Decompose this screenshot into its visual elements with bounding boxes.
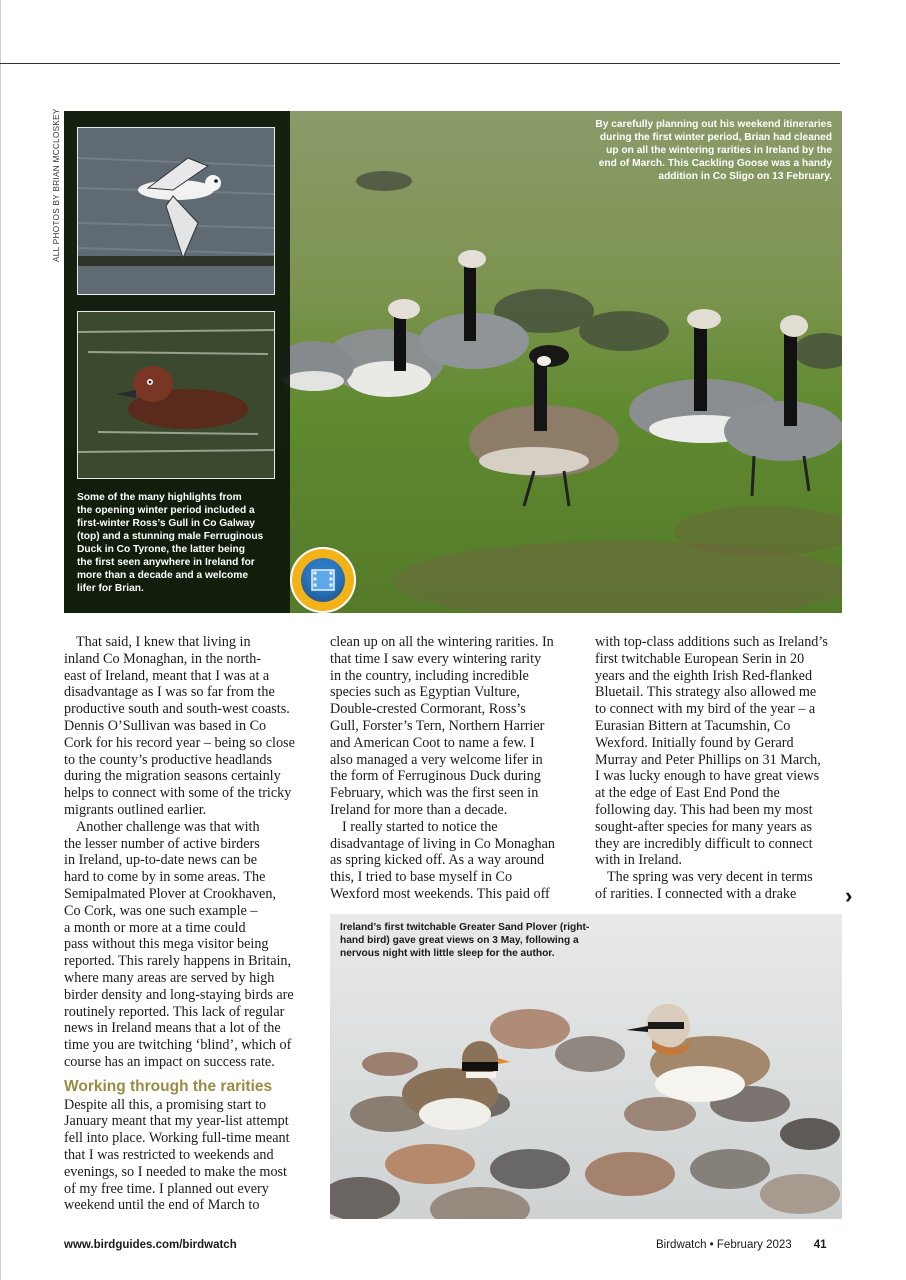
hero-caption: By carefully planning out his weekend itineraries during the first winter period, Brian had cleaned up on all the wintering rarities in Ireland by the end of March. This Cackling Goose was a handy addition in Co Sligo on 13 February. [595,119,832,182]
continue-arrow-icon: › [845,883,853,908]
paragraph: I really started to notice the disadvantage of living in Co Monaghan as spring kicked off. As a way around this, I tried to base myself in Co Wexford most weekends. This paid off [330,818,555,902]
paragraph: The spring was very decent in terms of rarities. I connected with a drake [595,869,813,902]
ferruginous-duck-photo [77,311,275,479]
page-edge-line [0,0,1,1280]
video-button[interactable] [290,547,356,613]
paragraph: clean up on all the wintering rarities. In that time I saw every wintering rarity in the country, including incredible species such as Egyptian Vulture, Double-crested Cormorant, Ross’s Gull, Forster’s Tern, Northern Harrier and American Coot to name a few. I also managed a very welcome lifer in the form of Ferruginous Duck during February, which was the first seen in Ireland for more than a decade. [330,634,554,818]
paragraph: Another challenge was that with the lesser number of active birders in Ireland, up-to-date news can be hard to come by in some areas. The Semipalmated Plover at Crookhaven, Co Cork, was one such example – a month or more at a time could pass without this mega visitor being reported. This rarely happens in Britain, where many areas are served by high birder density and long-staying birds are routinely reported. This lack of regular news in Ireland means that a lot of the time you are twitching ‘blind’, which of course has an impact on success rate. [64,818,294,1070]
sand-plover-photo [330,914,842,1219]
plover-caption: Ireland’s first twitchable Greater Sand Plover (right- hand bird) gave great views on 3 May, following a nervous night with little sleep for the author. [340,922,590,959]
page-number: 41 [813,1239,827,1251]
photo-credit: ALL PHOTOS BY BRIAN MCCLOSKEY [52,108,61,262]
column-1 [64,634,316,1214]
subheading: Working through the rarities [64,1077,273,1095]
film-video-icon [301,558,345,602]
header-rule [0,63,840,64]
paragraph: Despite all this, a promising start to January meant that my year-list attempt fell into place. Working full-time meant that I was restricted to weekends and evenings, so I needed to make the most of my free time. I planned out every weekend until the end of March to [64,1096,290,1214]
column-3 [595,634,845,903]
footer-issue: Birdwatch • February 2023 41 [656,1239,827,1251]
paragraph: That said, I knew that living in inland Co Monaghan, in the north- east of Ireland, meant that I was at a disadvantage as I was so far from the productive south and south-west coasts. Dennis O’Sullivan was based in Co Cork for his record year – being so close to the county’s productive headlands during the migration seasons certainly helps to connect with some of the tricky migrants outlined earlier. [64,634,295,818]
column-2 [330,634,580,903]
paragraph: with top-class additions such as Ireland’s first twitchable European Serin in 20 years and the eighth Irish Red-flanked Bluetail. This strategy also allowed me to connect with my bird of the year – a Eurasian Bittern at Tacumshin, Co Wexford. Initially found by Gerard Murray and Peter Phillips on 31 March, I was lucky enough to have great views at the edge of East End Pond the following day. This had been my most sought-after species for many years as they are incredibly difficult to connect with in Ireland. [595,634,828,869]
footer-url[interactable]: www.birdguides.com/birdwatch [64,1239,237,1251]
rosss-gull-photo [77,127,275,295]
inset-caption: Some of the many highlights from the opening winter period included a first-winter Ross’s Gull in Co Galway (top) and a stunning male Ferruginous Duck in Co Tyrone, the latter being the first seen anywhere in Ireland for more than a decade and a welcome lifer for Brian. [77,492,264,594]
inset-panel [64,111,290,613]
